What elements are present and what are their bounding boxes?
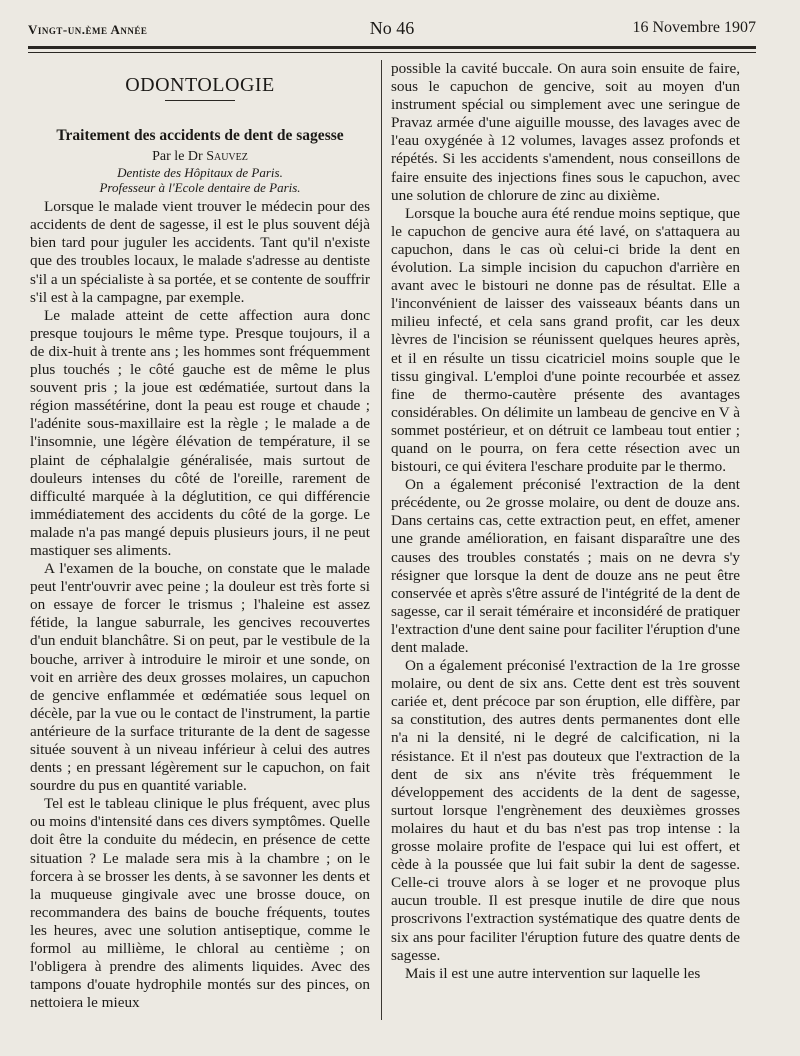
article-title: Traitement des accidents de dent de sagesse — [56, 127, 344, 145]
section-title: ODONTOLOGIE — [125, 74, 275, 96]
column-divider — [381, 60, 382, 1020]
paragraph: A l'examen de la bouche, on constate que le malade peut l'entr'ouvrir avec peine ; la douleur est très forte si on essaye de forcer le trismus ; l'haleine est assez fétide, la langue saburrale, les gencives recouvertes d'un enduit blanchâtre. Si on peut, par le vestibule de la bouche, arriver à introduire le miroir et une sonde, on voit en arrière des deux grosses molaires, un capuchon de gencive enflammée et œdématiée sous lequel on décèle, par la vue ou le contact de l'instrument, la partie antérieure de la surface triturante de la dent de sagesse située souvent à un niveau inférieur à celui des autres dents ; en pressant légèrement sur le capuchon, on fait sourdre du pus en quantité variable. — [30, 560, 370, 795]
paragraph: On a également préconisé l'extraction de la 1re grosse molaire, ou dent de six ans. Cette dent est très souvent cariée et, dent précoce par son éruption, elle diffère, par sa constitution, des autres dents permanentes dont elle n'a ni la densité, ni le degré de calcification, ni la résistance. Et il n'est pas douteux que l'extraction de la dent de six ans n'évite très fréquemment le développement des accidents de la dent de sagesse, surtout lorsque l'engrènement des deuxièmes grosses molaires du haut et du bas n'est pas trop intense : la grosse molaire profite de l'espace qui lui est offert, et cède à la poussée que lui fait subir la dent de sagesse. Celle-ci trouve alors à se loger et ne provoque plus aucun trouble. Il est presque inutile de dire que nous proscrivons l'extraction systématique des quatre dents de six ans pour faciliter l'éruption future des quatre dents de sagesse. — [391, 657, 740, 964]
right-column — [391, 60, 740, 983]
paragraph: Lorsque la bouche aura été rendue moins septique, que le capuchon de gencive aura été lavé, on s'attaquera au capuchon, dans le cas où celui-ci bride la dent en évolution. La simple incision du capuchon d'arrière en avant avec le bistouri ne donne pas de résultat. Elle a l'inconvénient de laisser des vaisseaux béants dans un milieu infecté, et cela sans grand profit, car les deux lèvres de l'incision se réunissent quelques heures après, et il en résulte un tissu cicatriciel moins souple que le tissu gingival. L'emploi d'une pointe recourbée et assez fine de thermo-cautère présente des avantages considérables. On délimite un lambeau de gencive en V à sommet postérieur, et on détruit ce lambeau tout entier ; quand on le pourra, on fera cette résection avec un bistouri, ce qui évitera l'eschare produite par le thermo. — [391, 204, 740, 476]
paragraph: Le malade atteint de cette affection aura donc presque toujours le même type. Presque toujours, il a de dix-huit à trente ans ; les hommes sont fréquemment plus touchés ; le côté gauche est de même le plus souvent pris ; la joue est œdématiée, surtout dans la région massétérine, dont la peau est rouge et chaude ; l'adénite sous-maxillaire est la règle ; le malade a de l'insomnie, une légère élévation de température, il se plaint de céphalalgie généralisée, mais surtout de douleurs intenses du côté de l'oreille, rarement de difficulté marquée à la déglutition, ce qui différencie immédiatement des accidents du côté de la gorge. Le malade n'a pas mangé depuis plusieurs jours, il ne peut mastiquer ses aliments. — [30, 306, 370, 559]
paragraph: Mais il est une autre intervention sur laquelle les — [405, 964, 701, 982]
byline — [30, 149, 370, 165]
page-header — [28, 16, 756, 42]
paragraph: Tel est le tableau clinique le plus fréquent, avec plus ou moins d'intensité dans ces divers symptômes. Quelle doit être la conduite du médecin, en présence de cette situation ? Le malade sera mis à la chambre ; on le forcera à se brosser les dents, à se savonner les dents et la muqueuse gingivale avec une brosse douce, on recommandera des bains de bouche fréquents, toutes les heures, avec une solution antiseptique, comme le formol au millième, le chloral au centième ; on l'obligera à prendre des aliments liquides. Avec des tampons d'ouate hydrophile montés sur des pinces, on nettoiera le mieux — [30, 795, 370, 1012]
author-affiliation-1: Dentiste des Hôpitaux de Paris. — [117, 165, 283, 181]
issue-date: 16 Novembre 1907 — [632, 19, 756, 36]
author-name: Sauvez — [206, 149, 248, 165]
volume-label: Vingt-un.ème Année — [28, 22, 148, 37]
author-affiliation-2: Professeur à l'Ecole dentaire de Paris. — [99, 180, 301, 196]
paragraph: On a également préconisé l'extraction de la dent précédente, ou 2e grosse molaire, ou dent de douze ans. Dans certains cas, cette extraction peut, en effet, amener une grande amélioration, en faisant disparaître une des causes des troubles constatés ; mais on ne devra s'y résigner que lorsque la dent de douze ans ne peut être conservée et après s'être assuré de l'intégrité de la dent de sagesse, car il serait téméraire et inconsidéré de pratiquer l'extraction d'une dent saine pour faciliter l'éruption d'une dent malade. — [391, 476, 740, 656]
header-rule-thin — [28, 52, 756, 53]
byline-prefix: Par le Dr — [152, 149, 203, 165]
paragraph: Lorsque le malade vient trouver le médecin pour des accidents de dent de sagesse, il est le plus souvent déjà bien tard pour juguler les accidents. Tant qu'il n'existe que des troubles locaux, le malade s'adresse au dentiste s'il a un spécialiste à sa portée, et se contente de souffrir s'il est à la campagne, par exemple. — [30, 198, 370, 306]
left-column — [30, 60, 370, 1012]
paragraph-continued: possible la cavité buccale. On aura soin ensuite de faire, sous le capuchon de gencive, soit au moyen d'un instrument spécial ou simplement avec une seringue de Pravaz armée d'une aiguille mousse, des lavages avec de l'eau oxygénée à 12 volumes, lavages assez profonds et répétés. Si les accidents s'amendent, nous conseillons de faire ensuite des injections fines sous le capuchon, avec une solution de chlorure de zinc au dixième. — [391, 60, 740, 204]
header-rule-thick — [28, 46, 756, 49]
issue-number: No 46 — [369, 18, 415, 38]
section-rule — [165, 100, 235, 101]
